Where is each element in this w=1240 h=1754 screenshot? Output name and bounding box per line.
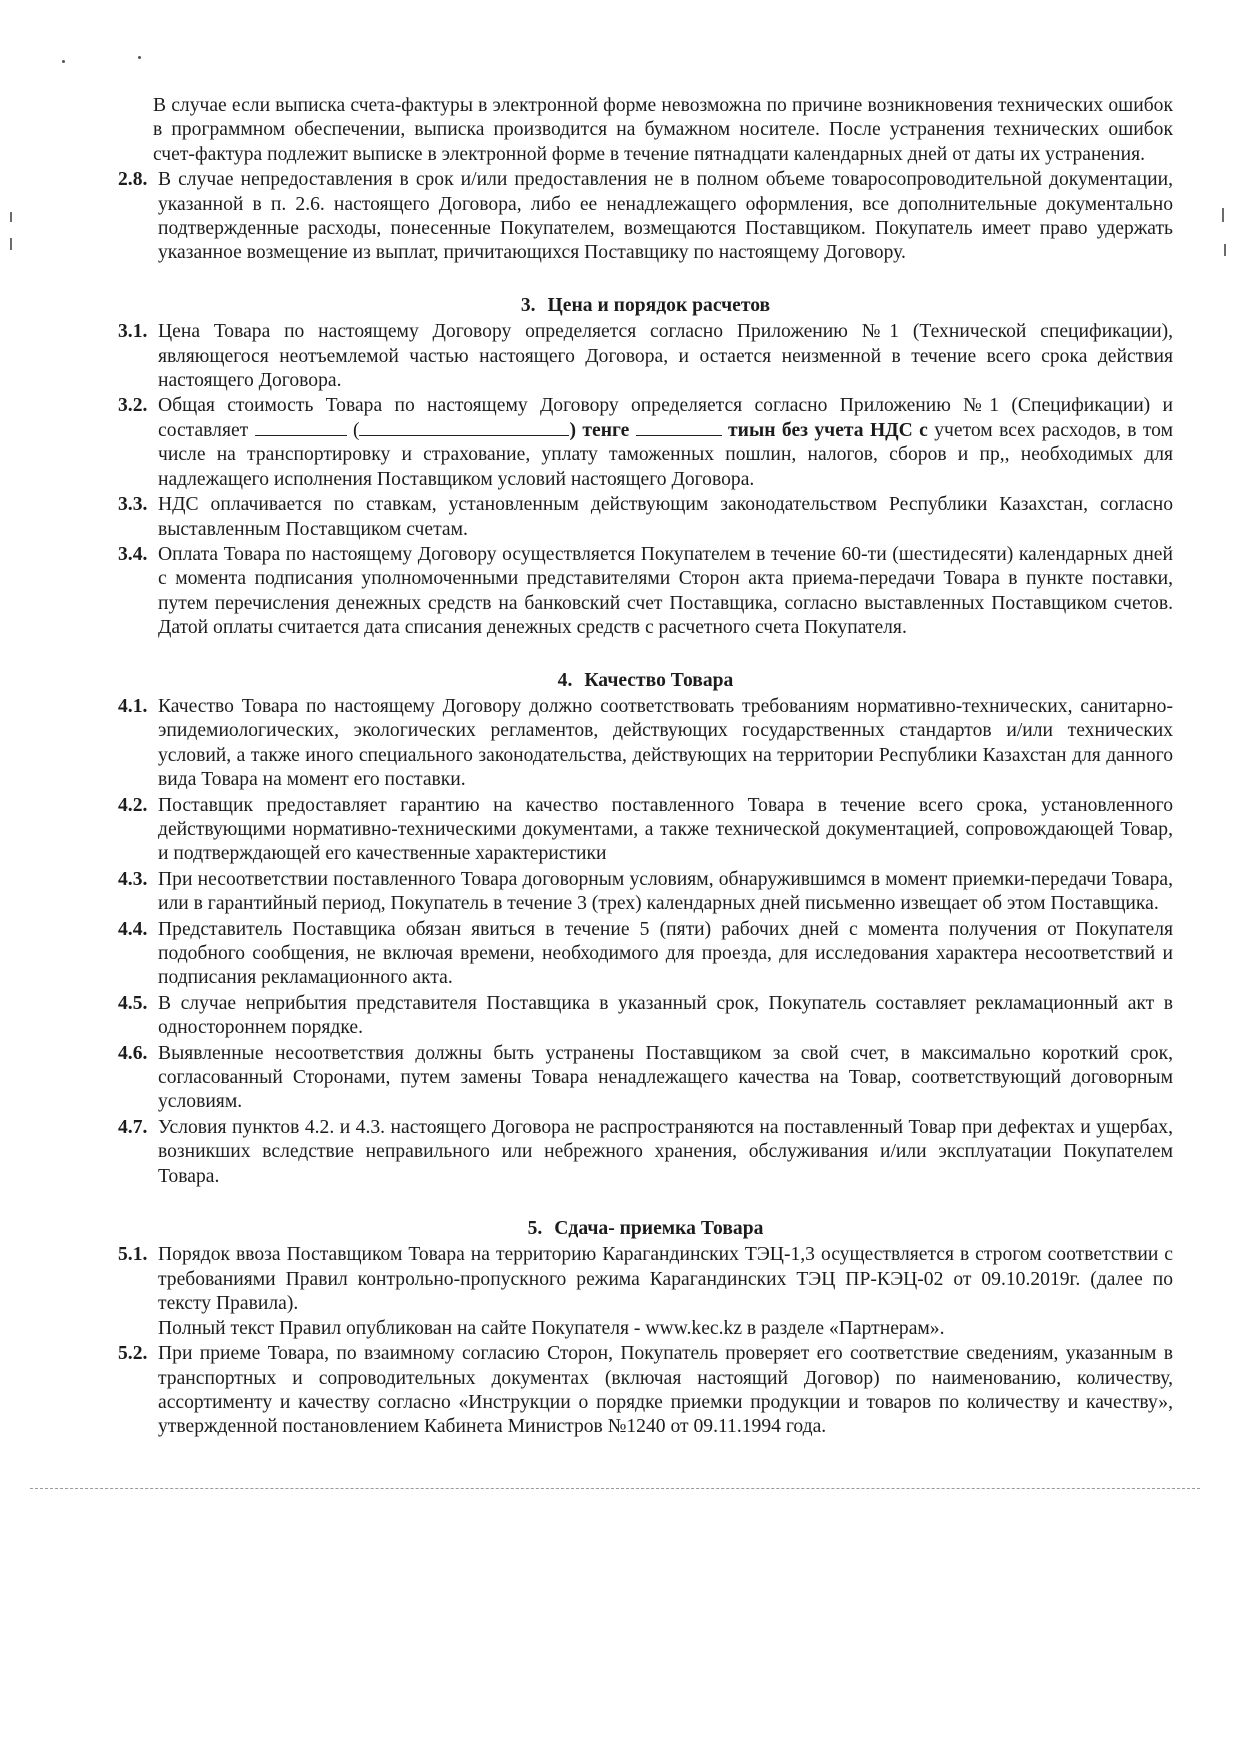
- clause-text: Цена Товара по настоящему Договору определяется согласно Приложению №1 (Технической спецификации), являющегося неотъемлемой частью настоящего Договора, и остается неизменной в течение всего срока действия настоящего Договора.: [158, 321, 1173, 392]
- clause-number: 4.1.: [118, 695, 148, 717]
- clause-number: 4.6.: [118, 1042, 148, 1064]
- clause-text-part: ) тенге: [569, 419, 630, 441]
- clause-3-2: [118, 394, 1173, 492]
- clause-number: 4.4.: [118, 918, 148, 940]
- clause-4-1: [118, 695, 1173, 793]
- clause-text: Условия пунктов 4.2. и 4.3. настоящего Договора не распространяются на поставленный Товар при дефектах и ущербах, возникших вследствие неправильного или небрежного хранения, обслуживания и/или эксплуатации Покупателем Товара.: [158, 1116, 1173, 1187]
- clause-4-3: [118, 868, 1173, 917]
- clause-text: В случае непредоставления в срок и/или предоставления не в полном объеме товаросопроводительной документации, указанной в п. 2.6. настоящего Договора, либо ее ненадлежащего оформления, все дополнительные документально подтвержденные расходы, понесенные Покупателем, возмещаются Поставщиком. Покупатель имеет право удержать указанное возмещение из выплат, причитающихся Поставщику по настоящему Договору.: [158, 169, 1173, 264]
- amount-words-blank: [359, 419, 569, 436]
- clause-4-7: [118, 1116, 1173, 1189]
- amount-blank: [255, 419, 347, 436]
- clause-text: Оплата Товара по настоящему Договору осуществляется Покупателем в течение 60-ти (шестидесяти) календарных дней с момента подписания уполномоченными представителями Сторон акта приема-передачи Товара в пункте поставки, путем перечисления денежных средств на банковский счет Поставщика, согласно выставленных Поставщиком счетов. Датой оплаты считается дата списания денежных средств с расчетного счета Покупателя.: [158, 543, 1173, 639]
- clause-text: Качество Товара по настоящему Договору должно соответствовать требованиям нормативно-технических, санитарно-эпидемиологических, экологических регламентов, действующих государственных стандартов и/или технических условий, а также иного специального законодательства, действующих на территории Республики Казахстан для данного вида Товара на момент его поставки.: [158, 695, 1173, 791]
- clause-4-6: [118, 1042, 1173, 1115]
- clause-text: Представитель Поставщика обязан явиться в течение 5 (пяти) рабочих дней с момента получения от Покупателя подобного сообщения, не включая времени, необходимого для проезда, для исследования характера несоответствий и подписания рекламационного акта.: [158, 918, 1173, 989]
- clause-number: 3.1.: [118, 321, 148, 343]
- clause-text: В случае неприбытия представителя Поставщика в указанный срок, Покупатель составляет рекламационный акт в одностороннем порядке.: [158, 992, 1173, 1039]
- clause-text-part: (: [352, 419, 360, 441]
- clause-4-5: [118, 992, 1173, 1041]
- scan-mark: [10, 212, 12, 222]
- tiyn-blank: [636, 419, 722, 436]
- section-5-heading: [118, 1217, 1173, 1241]
- clause-number: 3.4.: [118, 543, 148, 565]
- scan-mark: [1222, 208, 1224, 222]
- clause-number: 5.2.: [118, 1343, 148, 1365]
- clause-number: 4.2.: [118, 794, 148, 816]
- clause-text-part: тиын без учета НДС с: [728, 419, 928, 441]
- scan-mark: [10, 238, 12, 250]
- clause-number: 5.1.: [118, 1244, 148, 1266]
- clause-text-part: Общая стоимость Товара по настоящему Договору определяется согласно Приложению №1 (Спецификации) и составляет: [158, 395, 1173, 441]
- section-title: Качество Товара: [584, 669, 734, 691]
- clause-text: Выявленные несоответствия должны быть устранены Поставщиком за свой счет, в максимально короткий срок, согласованный Сторонами, путем замены Товара ненадлежащего качества на Товар, соответствующий договорным условиям.: [158, 1042, 1173, 1113]
- clause-text: НДС оплачивается по ставкам, установленным действующим законодательством Республики Казахстан, согласно выставленным Поставщиком счетам.: [158, 494, 1173, 540]
- clause-2-8: [118, 168, 1173, 266]
- clause-number: 3.3.: [118, 494, 148, 516]
- clause-5-1: [118, 1243, 1173, 1316]
- scan-speck: [138, 56, 141, 59]
- section-4-heading: [118, 669, 1173, 693]
- section-3-heading: [118, 294, 1173, 318]
- clause-number: 4.5.: [118, 992, 148, 1014]
- clause-4-4: [118, 918, 1173, 991]
- section-title: Цена и порядок расчетов: [547, 294, 771, 316]
- clause-text: При несоответствии поставленного Товара договорным условиям, обнаружившимся в момент приемки-передачи Товара, или в гарантийный период, Покупатель в течение 3 (трех) календарных дней письменно извещает об этом Поставщика.: [158, 868, 1173, 915]
- clause-number: 4.7.: [118, 1116, 148, 1138]
- clause-text-part: учетом всех расходов, в том числе на транспортировку и страхование, уплату таможенных пошлин, налогов, сборов и пр,, необходимых для надлежащего исполнения Поставщиком условий настоящего Договора.: [158, 419, 1173, 490]
- clause-text: [158, 394, 1173, 492]
- clause-3-1: [118, 320, 1173, 393]
- section-title: Сдача- приемка Товара: [554, 1218, 764, 1240]
- scan-dashed-line: [30, 1488, 1200, 1489]
- intro-paragraph: В случае если выписка счета-фактуры в электронной форме невозможна по причине возникновения технических ошибок в программном обеспечении, выписка производится на бумажном носителе. После устранения технических ошибок счет-фактура подлежит выписке в электронной форме в течение пятнадцати календарных дней от даты их устранения.: [153, 95, 1173, 165]
- scan-speck: [62, 60, 65, 63]
- section-number: 5.: [527, 1218, 543, 1240]
- rules-publication-note: Полный текст Правил опубликован на сайте Покупателя - www.kec.kz в разделе «Партнерам».: [158, 1317, 945, 1339]
- clause-number: 2.8.: [118, 169, 148, 191]
- section-number: 3.: [520, 294, 536, 316]
- document-body: [118, 94, 1173, 1440]
- clause-5-2: [118, 1342, 1173, 1440]
- clause-text: Поставщик предоставляет гарантию на качество поставленного Товара в течение всего срока, установленного действующими нормативно-техническими документами, а также технической документацией, сопровождающей Товар, и подтверждающей его качественные характеристики: [158, 794, 1173, 865]
- clause-text: Порядок ввоза Поставщиком Товара на территорию Карагандинских ТЭЦ-1,3 осуществляется в строгом соответствии с требованиями Правил контрольно-пропускного режима Карагандинских ТЭЦ ПР-КЭЦ-02 от 09.10.2019г. (далее по тексту Правила).: [158, 1244, 1173, 1315]
- clause-3-4: [118, 543, 1173, 641]
- scan-mark: [1224, 244, 1226, 256]
- clause-text: При приеме Товара, по взаимному согласию Сторон, Покупатель проверяет его соответствие сведениям, указанным в транспортных и сопроводительных документах (включая настоящий Договор) по наименованию, количеству, ассортименту и качеству согласно «Инструкции о порядке приемки продукции и товаров по количеству и качеству», утвержденной постановлением Кабинета Министров №1240 от 09.11.1994 года.: [158, 1343, 1173, 1438]
- clause-4-2: [118, 794, 1173, 867]
- clause-3-3: [118, 493, 1173, 542]
- clause-number: 4.3.: [118, 868, 148, 890]
- section-number: 4.: [557, 669, 573, 691]
- clause-number: 3.2.: [118, 395, 148, 417]
